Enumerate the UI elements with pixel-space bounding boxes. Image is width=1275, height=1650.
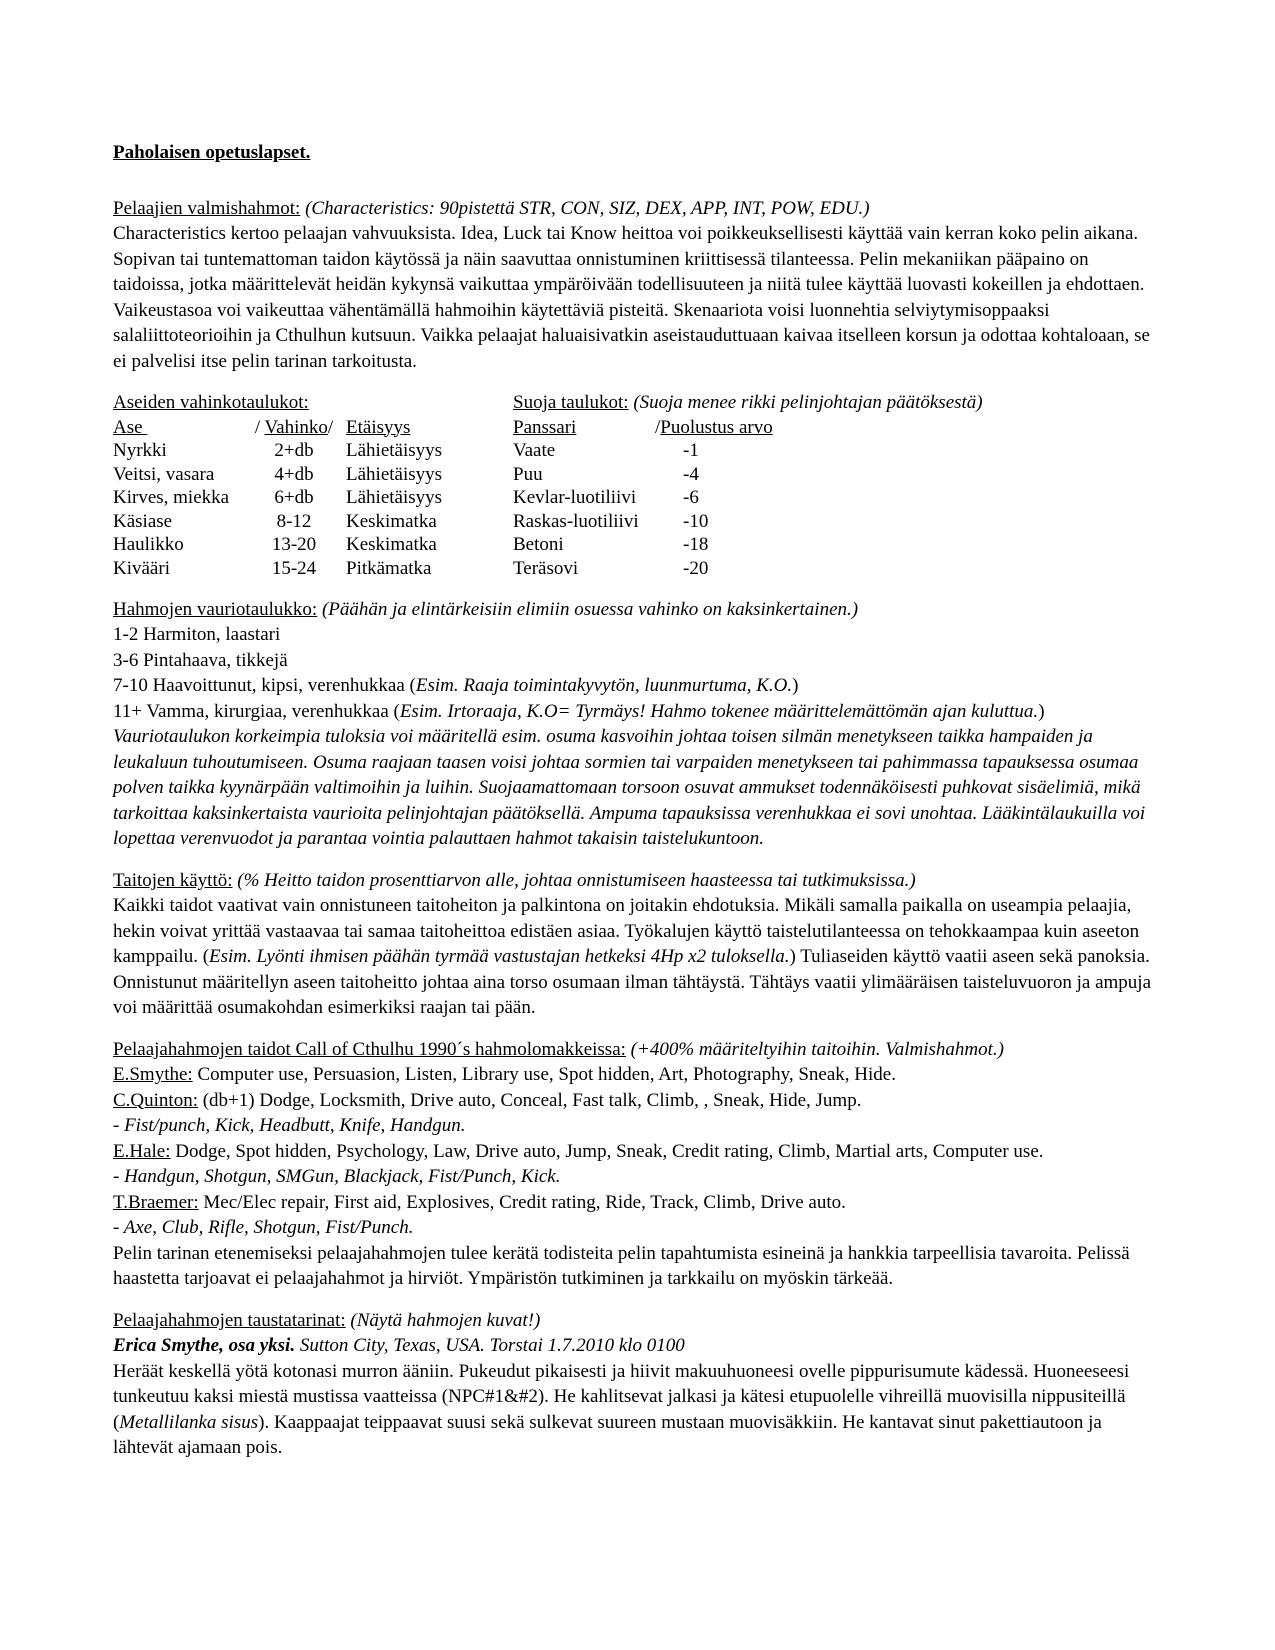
cell-vahinko: 8-12 [276,510,312,532]
table-row [113,439,513,463]
table-row [113,557,513,581]
armor-table-header [513,416,1163,440]
character-weapons-braemer: - Axe, Club, Rifle, Shotgun, Fist/Punch. [113,1217,414,1239]
character-skills-quinton [113,1088,1163,1114]
heading-taidot: Pelaajahahmojen taidot Call of Cthulhu 1990´s hahmolomakkeissa: [113,1038,626,1060]
heading-vauriotaulukko: Hahmojen vauriotaulukko: [113,598,318,620]
column-header-ase: Ase [113,416,148,438]
cell-etaisyys: Pitkämatka [346,558,432,580]
story-paragraph: Heräät keskellä yötä kotonasi murron ääniin. Pukeudut pikaisesti ja hiivit makuuhuoneesi ovelle pippurisumute kädessä. Huoneeseesi tunkeutuu kaksi miestä mustissa vaatteissa (NPC#1&#2). He kahlitsevat jalkasi ja kätesi etupuolelle vihreillä muovisilla nippusiteillä (Metallilanka sisus). Kaappaajat teippaavat suusi sekä sulkevat suureen mustaan muovisäkkiin. He kantavat sinut pakettiautoon ja lähtevät ajamaan pois. [113,1360,1130,1459]
cell-vahinko: 2+db [274,440,314,462]
cell-etaisyys: Keskimatka [346,534,437,556]
column-header-panssari: Panssari [513,416,577,438]
heading-taitojen-kaytto: Taitojen käyttö: [113,869,233,891]
valmishahmot-note: (Characteristics: 90pistettä STR, CON, SIZ, DEX, APP, INT, POW, EDU.) [305,197,870,219]
section-taidot [113,1037,1163,1292]
character-name: T.Braemer: [113,1191,199,1213]
story-subtitle: Sutton City, Texas, USA. Torstai 1.7.2010 klo 0100 [299,1335,685,1357]
character-skill-list: Mec/Elec repair, First aid, Explosives, Credit rating, Ride, Track, Climb, Drive auto. [203,1191,846,1213]
cell-ase: Veitsi, vasara [113,463,215,485]
table-row [513,557,1163,581]
section-valmishahmot [113,196,1163,375]
taitojen-kaytto-note: (% Heitto taidon prosenttiarvon alle, johtaa onnistumiseen haasteessa tai tutkimuksissa.) [237,869,916,891]
character-weapons-quinton: - Fist/punch, Kick, Headbutt, Knife, Handgun. [113,1115,466,1137]
cell-arvo: -18 [683,534,709,556]
character-skill-list: Computer use, Persuasion, Listen, Library use, Spot hidden, Art, Photography, Sneak, Hide. [197,1064,896,1086]
cell-ase: Kivääri [113,558,170,580]
character-weapons-hale: - Handgun, Shotgun, SMGun, Blackjack, Fist/Punch, Kick. [113,1166,561,1188]
taustatarinat-note: (Näytä hahmojen kuvat!) [350,1309,541,1331]
column-header-puolustus-arvo: /Puolustus arvo [655,416,773,438]
table-row [513,510,1163,534]
valmishahmot-paragraph: Characteristics kertoo pelaajan vahvuuksista. Idea, Luck tai Know heittoa voi poikkeuksellisesti käyttää vain kerran koko pelin aikana. Sopivan tai tuntemattoman taidon käytössä ja näin saavuttaa onnistuminen kriittisessä tilanteessa. Pelin mekaniikan pääpaino on taidoissa, jotka määrittelevät heidän kykynsä vaikuttaa ympäröivään todellisuuteen ja niitä tulee käyttää luovasti kokeillen ja ehdottaen. Vaikeustasoa voi vaikeuttaa vähentämällä hahmoihin käytettäviä pisteitä. Skenaariota voisi luonnehtia selviytymisoppaaksi salaliittoteorioihin ja Cthulhun kutsuun. Vaikka pelaajat haluaisivatkin aseistauduttuaan kaivaa itselleen korsun ja odottaa kohtaloaan, se ei palvelisi itse pelin tarinan tarkoitusta. [113,223,1150,372]
cell-etaisyys: Keskimatka [346,510,437,532]
tables-row [113,390,1163,581]
taidot-heading-line [113,1037,1163,1063]
table-row [113,533,513,557]
cell-panssari: Raskas-luotiliivi [513,510,639,532]
armor-table [513,390,1163,581]
taitojen-kaytto-paragraph: Kaikki taidot vaativat vain onnistuneen taitoheiton ja palkintona on joitakin ehdotuksia. Mikäli samalla paikalla on useampia pelaajia, hekin voivat yrittää vastaavaa tai samaa taitoheittoa edistäen asiaa. Työkalujen käyttö taistelutilanteessa on tehokkaampaa kuin aseeton kamppailu. (Esim. Lyönti ihmisen päähän tyrmää vastustajan hetkeksi 4Hp x2 tuloksella.) Tuliaseiden käyttö vaatii aseen sekä panoksia. Onnistunut määritellyn aseen taitoheitto johtaa aina torso osumaan ilman tähtäystä. Tähtäys vaatii ylimääräisen taisteluvuoron ja ampuja voi määrittää osumakohdan esimerkiksi raajan tai pään. [113,895,1152,1019]
heading-armor-table: Suoja taulukot: [513,392,629,413]
section-vauriotaulukko [113,597,1163,852]
valmishahmot-heading-line [113,196,1163,222]
vauriotaulukko-italic-paragraph: Vauriotaulukon korkeimpia tuloksia voi määritellä esim. osuma kasvoihin johtaa toisen silmän menetykseen taikka hampaiden ja leukaluun tuhoutumiseen. Osuma raajaan taasen voisi johtaa sormien tai varpaiden menetykseen tai pahimmassa tapauksessa osumaa polven taikka kyynärpään valtimoihin ja luihin. Suojaamattomaan torsoon osuvat ammukset todennäköisesti puhkovat sisäelimiä, mikä tarkoittaa kaksinkertaista vaurioita pelinjohtajan päätöksellä. Ampuma tapauksissa verenhukkaa ei sovi unohtaa. Lääkintälaukuilla voi lopettaa verenvuodot ja parantaa vointia palauttaen hahmot takaisin taistelukuntoon. [113,726,1146,850]
heading-taustatarinat: Pelaajahahmojen taustatarinat: [113,1309,346,1331]
cell-panssari: Teräsovi [513,558,579,580]
taidot-note: (+400% määriteltyihin taitoihin. Valmishahmot.) [630,1038,1004,1060]
cell-panssari: Betoni [513,534,564,556]
cell-arvo: -4 [683,463,699,485]
character-skills-hale [113,1139,1163,1165]
character-skill-list: Dodge, Spot hidden, Psychology, Law, Drive auto, Jump, Sneak, Credit rating, Climb, Martial arts, Computer use. [175,1140,1044,1162]
armor-table-heading-line [513,390,1163,416]
cell-arvo: -1 [683,440,699,462]
table-row [513,486,1163,510]
heading-valmishahmot: Pelaajien valmishahmot: [113,197,301,219]
table-row [513,463,1163,487]
table-row [113,463,513,487]
table-row [113,486,513,510]
character-skills-braemer [113,1190,1163,1216]
weapons-table-header [113,416,513,440]
damage-row-1-2: 1-2 Harmiton, laastari [113,624,281,646]
vauriotaulukko-heading-line [113,597,1163,623]
cell-vahinko: 15-24 [271,558,317,580]
cell-etaisyys: Lähietäisyys [346,487,443,509]
cell-etaisyys: Lähietäisyys [346,440,443,462]
column-header-etaisyys: Etäisyys [346,416,411,438]
section-taustatarinat [113,1308,1163,1461]
heading-weapons-table: Aseiden vahinkotaulukot: [113,392,309,413]
cell-vahinko: 6+db [274,487,314,509]
damage-row-7-10: 7-10 Haavoittunut, kipsi, verenhukkaa (Esim. Raaja toimintakyvytön, luunmurtuma, K.O.) [113,675,799,697]
weapons-table-heading-line [113,390,513,416]
cell-arvo: -6 [683,487,699,509]
cell-vahinko: 13-20 [271,534,317,556]
section-taitojen-kaytto [113,868,1163,1021]
character-skills-smythe [113,1062,1163,1088]
character-name: E.Hale: [113,1140,171,1162]
cell-vahinko: 4+db [274,463,314,485]
weapons-table [113,390,513,581]
character-skill-list: (db+1) Dodge, Locksmith, Drive auto, Conceal, Fast talk, Climb, , Sneak, Hide, Jump. [202,1089,862,1111]
cell-panssari: Puu [513,463,543,485]
taidot-paragraph: Pelin tarinan etenemiseksi pelaajahahmojen tulee kerätä todisteita pelin tapahtumista esineinä ja hankkia tarpeellisia tavaroita. Pelissä haastetta tarjoavat ei pelaajahahmot ja hirviöt. Ympäristön tutkiminen ja tarkkailu on myöskin tärkeää. [113,1242,1130,1290]
cell-ase: Haulikko [113,534,184,556]
cell-etaisyys: Lähietäisyys [346,463,443,485]
taustatarinat-heading-line [113,1308,1163,1334]
character-name: E.Smythe: [113,1064,193,1086]
cell-ase: Nyrkki [113,440,167,462]
table-row [113,510,513,534]
vauriotaulukko-note: (Päähän ja elintärkeisiin elimiin osuessa vahinko on kaksinkertainen.) [321,598,859,620]
damage-row-3-6: 3-6 Pintahaava, tikkejä [113,649,288,671]
cell-ase: Kirves, miekka [113,487,230,509]
cell-arvo: -10 [683,510,709,532]
cell-ase: Käsiase [113,510,173,532]
column-header-vahinko: / Vahinko/ [254,416,334,438]
table-row [513,533,1163,557]
character-name: C.Quinton: [113,1089,198,1111]
taitojen-kaytto-heading-line [113,868,1163,894]
story-title-line [113,1333,1163,1359]
document-title: Paholaisen opetuslapset. [113,142,311,163]
story-title: Erica Smythe, osa yksi. [113,1335,296,1357]
damage-row-11plus: 11+ Vamma, kirurgiaa, verenhukkaa (Esim. Irtoraaja, K.O= Tyrmäys! Hahmo tokenee määrittelemättömän ajan kuluttua.) [113,700,1045,722]
cell-arvo: -20 [683,558,709,580]
cell-panssari: Kevlar-luotiliivi [513,487,637,509]
armor-table-note: (Suoja menee rikki pelinjohtajan päätöksestä) [633,392,983,413]
cell-panssari: Vaate [513,440,556,462]
table-row [513,439,1163,463]
